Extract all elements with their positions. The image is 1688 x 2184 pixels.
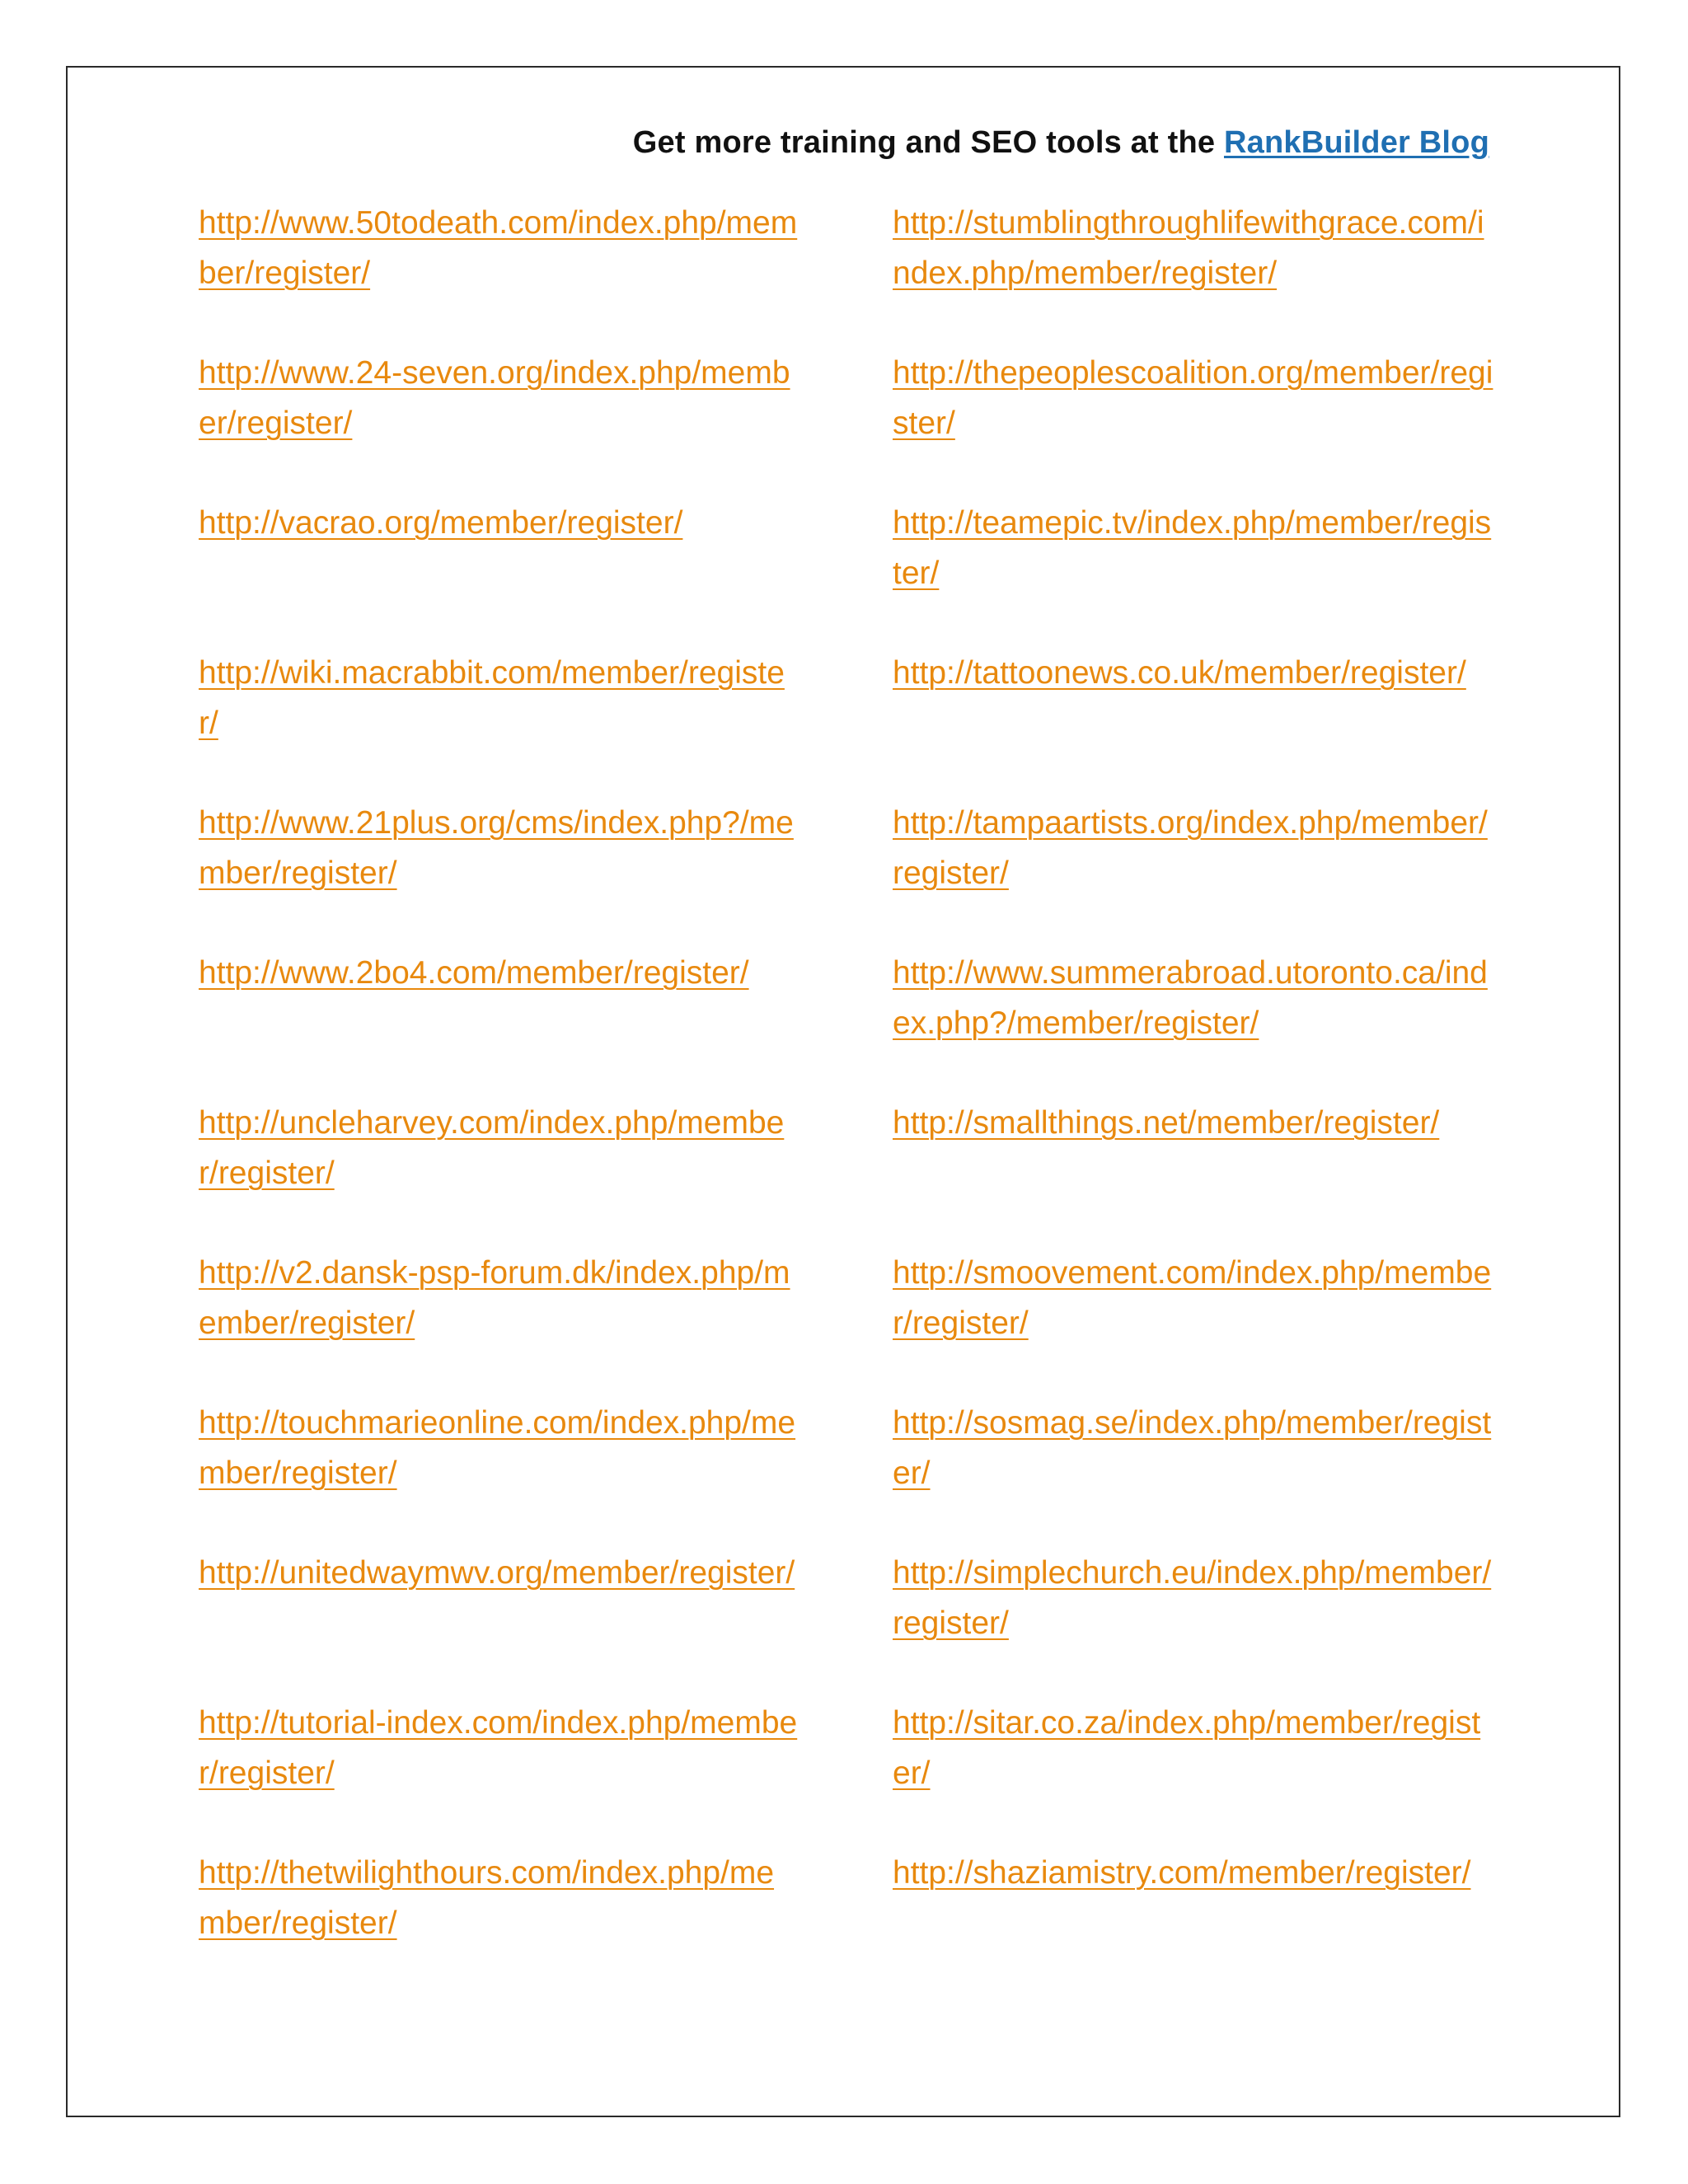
register-link[interactable]: http://thetwilighthours.com/index.php/member/register/: [199, 1855, 775, 1941]
register-link[interactable]: http://teamepic.tv/index.php/member/register/: [893, 505, 1492, 591]
register-link[interactable]: http://vacrao.org/member/register/: [199, 505, 683, 541]
register-link[interactable]: http://touchmarieonline.com/index.php/member/register/: [199, 1405, 796, 1491]
register-link[interactable]: http://www.24-seven.org/index.php/member/register/: [199, 355, 790, 441]
register-link[interactable]: http://tampaartists.org/index.php/member/register/: [893, 805, 1488, 891]
register-link[interactable]: http://www.2bo4.com/member/register/: [199, 955, 749, 991]
register-link[interactable]: http://unitedwaymwv.org/member/register/: [199, 1555, 795, 1591]
left-link-column: [199, 198, 800, 1998]
register-link[interactable]: http://www.50todeath.com/index.php/member/register/: [199, 205, 798, 291]
register-link[interactable]: http://shaziamistry.com/member/register/: [893, 1855, 1471, 1891]
header-text: Get more training and SEO tools at the: [632, 125, 1216, 160]
register-link[interactable]: http://sitar.co.za/index.php/member/register/: [893, 1705, 1481, 1791]
register-link[interactable]: http://wiki.macrabbit.com/member/register/: [199, 655, 785, 741]
register-link[interactable]: http://thepeoplescoalition.org/member/register/: [893, 355, 1493, 441]
register-link[interactable]: http://v2.dansk-psp-forum.dk/index.php/member/register/: [199, 1255, 790, 1341]
register-link[interactable]: http://tutorial-index.com/index.php/member/register/: [199, 1705, 798, 1791]
register-link[interactable]: http://www.summerabroad.utoronto.ca/index.php?/member/register/: [893, 955, 1488, 1041]
register-link[interactable]: http://tattoonews.co.uk/member/register/: [893, 655, 1466, 691]
right-link-column: [893, 198, 1494, 1998]
register-link[interactable]: http://stumblingthroughlifewithgrace.com/index.php/member/register/: [893, 205, 1484, 291]
header-line: [633, 125, 1489, 161]
register-link[interactable]: http://smoovement.com/index.php/member/register/: [893, 1255, 1492, 1341]
register-link[interactable]: http://uncleharvey.com/index.php/member/register/: [199, 1105, 785, 1191]
register-link[interactable]: http://www.21plus.org/cms/index.php?/member/register/: [199, 805, 794, 891]
register-link[interactable]: http://sosmag.se/index.php/member/register/: [893, 1405, 1492, 1491]
register-link[interactable]: http://smallthings.net/member/register/: [893, 1105, 1440, 1141]
rankbuilder-blog-link[interactable]: RankBuilder Blog: [1223, 125, 1489, 160]
register-link[interactable]: http://simplechurch.eu/index.php/member/register/: [893, 1555, 1492, 1641]
